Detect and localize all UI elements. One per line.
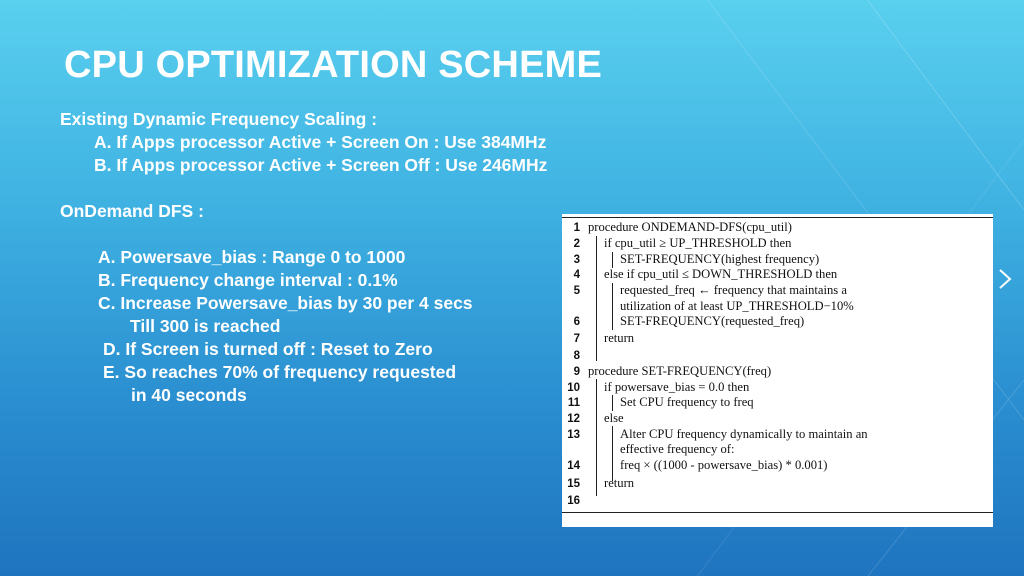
- section-heading-existing: Existing Dynamic Frequency Scaling :: [60, 109, 378, 129]
- algorithm-top-rule: [562, 217, 993, 218]
- algorithm-line: 16: [567, 495, 580, 507]
- algorithm-line: 4 else if cpu_util ≤ DOWN_THRESHOLD then: [573, 267, 838, 281]
- algorithm-line: 9 procedure SET-FREQUENCY(freq): [573, 364, 772, 378]
- block-guide: [612, 426, 613, 481]
- algorithm-line: 1 procedure ONDEMAND-DFS(cpu_util): [573, 220, 792, 234]
- algorithm-line: 3 SET-FREQUENCY(highest frequency): [573, 252, 820, 266]
- bullet-ondemand-c-cont: Till 300 is reached: [130, 316, 281, 336]
- bullet-ondemand-d: D. If Screen is turned off : Reset to Zero: [103, 339, 433, 359]
- slide-title: CPU OPTIMIZATION SCHEME: [64, 44, 603, 86]
- algorithm-line: 5 requested_freq ← frequency that maintains a: [573, 283, 847, 297]
- algorithm-line: 2 if cpu_util ≥ UP_THRESHOLD then: [573, 236, 792, 250]
- bullet-ondemand-b: B. Frequency change interval : 0.1%: [98, 270, 398, 290]
- algorithm-line: 10 if powersave_bias = 0.0 then: [567, 380, 750, 394]
- algorithm-line: 7 return: [573, 331, 635, 345]
- algorithm-line: utilization of at least UP_THRESHOLD−10%: [620, 299, 854, 313]
- block-guide: [596, 379, 597, 496]
- section-heading-ondemand: OnDemand DFS :: [60, 201, 204, 221]
- algorithm-listing: [562, 214, 993, 527]
- algorithm-line: 8: [573, 350, 580, 362]
- bullet-existing-a: A. If Apps processor Active + Screen On : Use 384MHz: [94, 132, 547, 152]
- algorithm-line: 14 freq × ((1000 - powersave_bias) * 0.001): [567, 458, 828, 472]
- algorithm-line: 11 Set CPU frequency to freq: [567, 395, 754, 409]
- algorithm-line: 12 else: [567, 411, 624, 425]
- block-guide: [612, 283, 613, 330]
- algorithm-bottom-rule: [562, 512, 993, 513]
- algorithm-line: 6 SET-FREQUENCY(requested_freq): [573, 314, 805, 328]
- block-guide: [612, 252, 613, 268]
- bullet-ondemand-a: A. Powersave_bias : Range 0 to 1000: [98, 247, 406, 267]
- bullet-ondemand-e: E. So reaches 70% of frequency requested: [103, 362, 457, 382]
- slide-body: [60, 108, 560, 407]
- algorithm-line: effective frequency of:: [620, 442, 735, 456]
- bullet-ondemand-e-cont: in 40 seconds: [131, 385, 247, 405]
- bullet-existing-b: B. If Apps processor Active + Screen Off : Use 246MHz: [94, 155, 548, 175]
- bullet-ondemand-c: C. Increase Powersave_bias by 30 per 4 secs: [98, 293, 473, 313]
- algorithm-line: 13 Alter CPU frequency dynamically to maintain an: [567, 427, 868, 441]
- block-guide: [612, 395, 613, 411]
- algorithm-line: 15 return: [567, 476, 635, 490]
- block-guide: [596, 236, 597, 361]
- next-chevron-icon[interactable]: [1000, 270, 1010, 288]
